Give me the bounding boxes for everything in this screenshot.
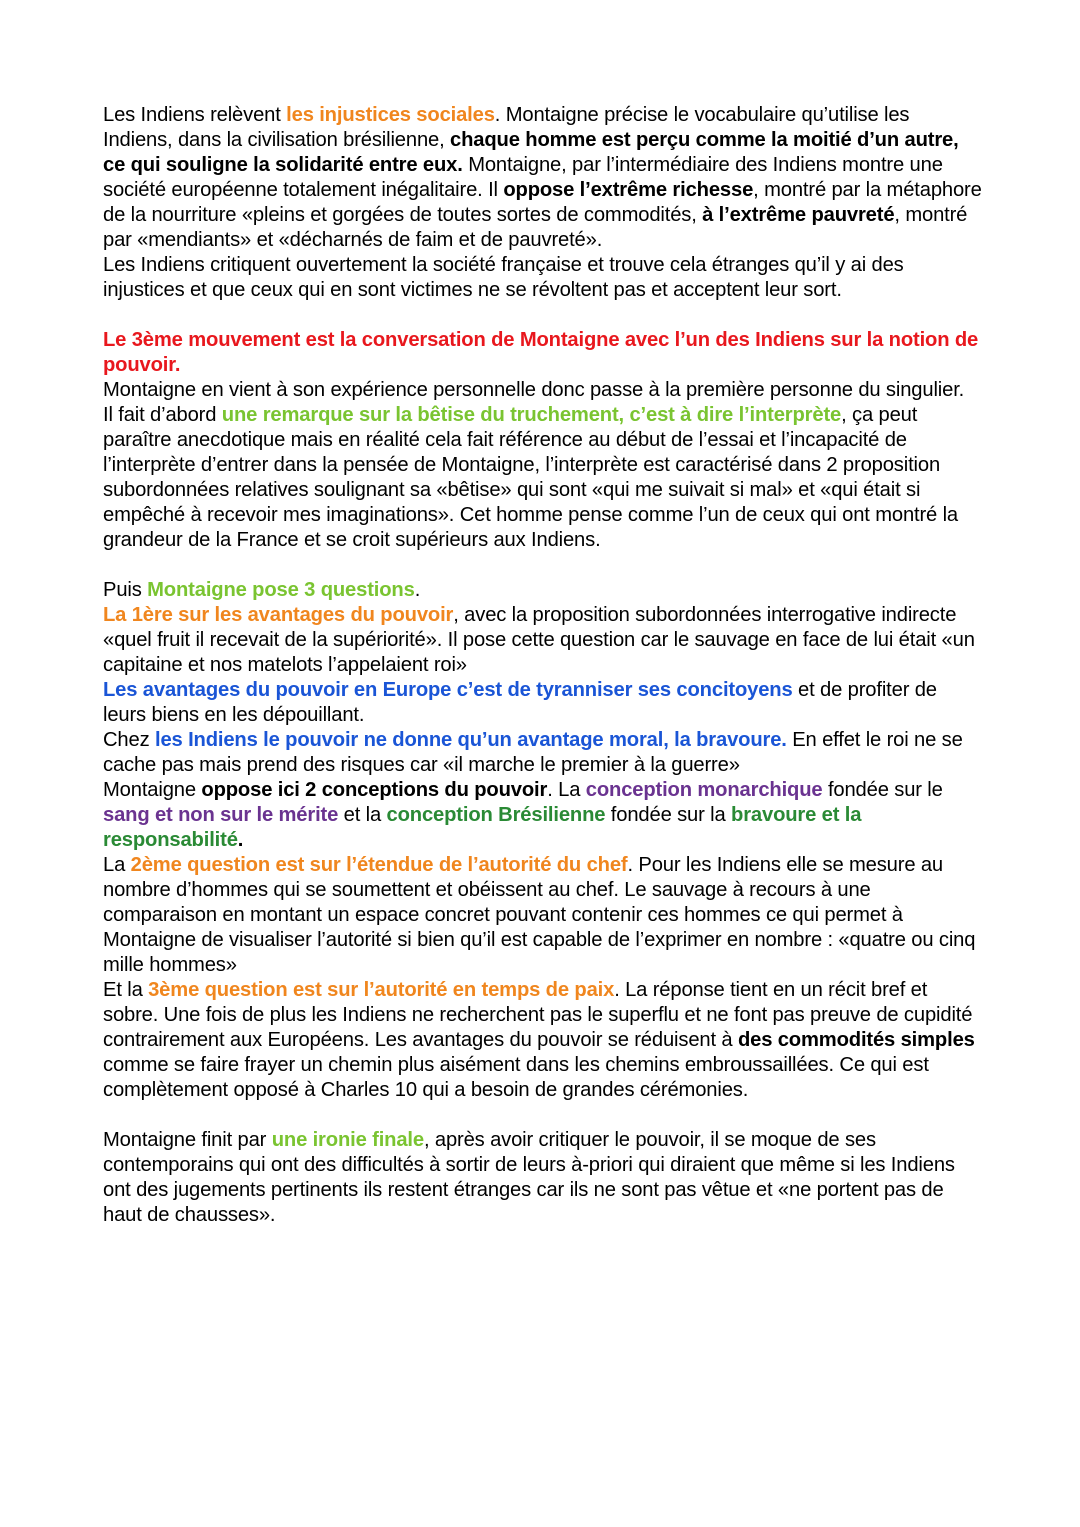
paragraph-question-3 (103, 978, 983, 1103)
paragraph-ironie-finale (103, 1128, 983, 1228)
highlight-lime: Montaigne pose 3 questions (147, 579, 415, 601)
bold-text: à l’extrême pauvreté (702, 204, 895, 226)
highlight-red: Le 3ème mouvement est la conversation de Montaigne avec l’un des Indiens sur la notion de pouvoir. (103, 329, 979, 376)
text-segment: Les Indiens critiquent ouvertement la société française et trouve cela étranges qu’il y ai des injustices et que ceux qui en sont victimes ne se révoltent pas et acceptent leur sort. (103, 254, 904, 301)
text-segment: , montré par la métaphore de la nourriture «pleins et gorgées de toutes sortes de commodités, (103, 179, 982, 226)
paragraph-questions-intro (103, 578, 983, 603)
text-segment: Les Indiens relèvent (103, 104, 287, 126)
text-segment: comme se faire frayer un chemin plus aisément dans les chemins embroussaillées. Ce qui est complètement opposé à Charles 10 qui a besoin de grandes cérémonies. (103, 1054, 929, 1101)
bold-text: des commodités simples (737, 1029, 975, 1051)
text-segment: , avec la proposition subordonnées interrogative indirecte «quel fruit il recevait de la supériorité». Il pose cette question car le sauvage en face de lui était «un capitaine et nos matelots l’appelaient roi» (103, 604, 975, 676)
text-segment: . La (547, 779, 586, 801)
text-segment: fondée sur la (605, 804, 732, 826)
highlight-orange: La 1ère sur les avantages du pouvoir (103, 604, 454, 626)
paragraph-question-2 (103, 853, 983, 978)
document-page (103, 103, 983, 1228)
paragraph-gap (103, 1103, 983, 1128)
text-segment: , après avoir critiquer le pouvoir, il se moque de ses contemporains qui ont des difficultés à sortir de leurs à-priori qui diraient que même si les Indiens ont des jugements pertinents ils restent étranges car ils ne sont pas vêtue et «ne portent pas de haut de chausses». (103, 1129, 955, 1226)
bold-text: chaque homme est perçu comme la moitié d’un autre, ce qui souligne la solidarité entre eux. (103, 129, 959, 176)
paragraph-experience (103, 378, 983, 403)
highlight-orange: les injustices sociales (286, 104, 495, 126)
text-segment: . (414, 579, 421, 601)
text-segment: Puis (103, 579, 148, 601)
paragraph-conceptions (103, 778, 983, 853)
highlight-blue: les Indiens le pouvoir ne donne qu’un avantage moral, la bravoure. (155, 729, 787, 751)
text-segment: et la (338, 804, 387, 826)
text-segment: et de profiter de leurs biens en les dépouillant. (103, 679, 937, 726)
bold-text: . (237, 829, 244, 851)
paragraph-question-1 (103, 603, 983, 678)
highlight-green: bravoure et la responsabilité (103, 804, 862, 851)
paragraph-gap (103, 303, 983, 328)
paragraph-injustices (103, 103, 983, 253)
paragraph-indiens-bravoure (103, 728, 983, 778)
paragraph-critique (103, 253, 983, 303)
highlight-orange: 3ème question est sur l’autorité en temps de paix (148, 979, 615, 1001)
text-segment: , montré par «mendiants» et «décharnés de faim et de pauvreté». (103, 204, 968, 251)
text-segment: Il fait d’abord (103, 404, 222, 426)
text-segment: . Montaigne précise le vocabulaire qu’utilise les Indiens, dans la civilisation brésilienne, (103, 104, 910, 151)
bold-text: oppose l’extrême richesse (503, 179, 754, 201)
text-segment: Montaigne, par l’intermédiaire des Indiens montre une société européenne totalement inégalitaire. Il (103, 154, 943, 201)
bold-text: oppose ici 2 conceptions du pouvoir (201, 779, 548, 801)
text-segment: Chez (103, 729, 155, 751)
highlight-green: conception Brésilienne (386, 804, 606, 826)
highlight-purple: conception monarchique (585, 779, 823, 801)
paragraph-truchement (103, 403, 983, 553)
text-segment: Et la (103, 979, 149, 1001)
paragraph-gap (103, 553, 983, 578)
highlight-purple: sang et non sur le mérite (103, 804, 339, 826)
text-segment: La (103, 854, 131, 876)
paragraph-europe (103, 678, 983, 728)
text-segment: Montaigne en vient à son expérience personnelle donc passe à la première personne du singulier. (103, 379, 965, 401)
text-segment: En effet le roi ne se cache pas mais prend des risques car «il marche le premier à la guerre» (103, 729, 963, 776)
highlight-orange: 2ème question est sur l’étendue de l’autorité du chef (130, 854, 628, 876)
highlight-blue: Les avantages du pouvoir en Europe c’est de tyranniser ses concitoyens (103, 679, 793, 701)
text-segment: . Pour les Indiens elle se mesure au nombre d’hommes qui se soumettent et obéissent au chef. Le sauvage à recours à une comparaison en montant un espace concret pouvant contenir ces hommes ce qui permet à Montaigne de visualiser l’autorité si bien qu’il est capable de l’exprimer en nombre : «quatre ou cinq mille hommes» (103, 854, 976, 976)
highlight-lime: une remarque sur la bêtise du truchement, c’est à dire l’interprète (221, 404, 842, 426)
text-segment: Montaigne finit par (103, 1129, 272, 1151)
text-segment: Montaigne (103, 779, 202, 801)
text-segment: fondée sur le (822, 779, 943, 801)
text-segment: . La réponse tient en un récit bref et sobre. Une fois de plus les Indiens ne recherchent pas le superflu et ne font pas preuve de cupidité contrairement aux Européens. Les avantages du pouvoir se réduisent à (103, 979, 973, 1051)
highlight-lime: une ironie finale (271, 1129, 424, 1151)
section-heading-3e-mouvement (103, 328, 983, 378)
text-segment: , ça peut paraître anecdotique mais en réalité cela fait référence au début de l’essai et l’incapacité de l’interprète d’entrer dans la pensée de Montaigne, l’interprète est caractérisé dans 2 proposition subordonnées relatives soulignant sa «bêtise» qui sont «qui me suivait si mal» et «qui était si empêché à recevoir mes imaginations». Cet homme pense comme l’un de ceux qui ont montré la grandeur de la France et se croit supérieurs aux Indiens. (103, 404, 958, 551)
